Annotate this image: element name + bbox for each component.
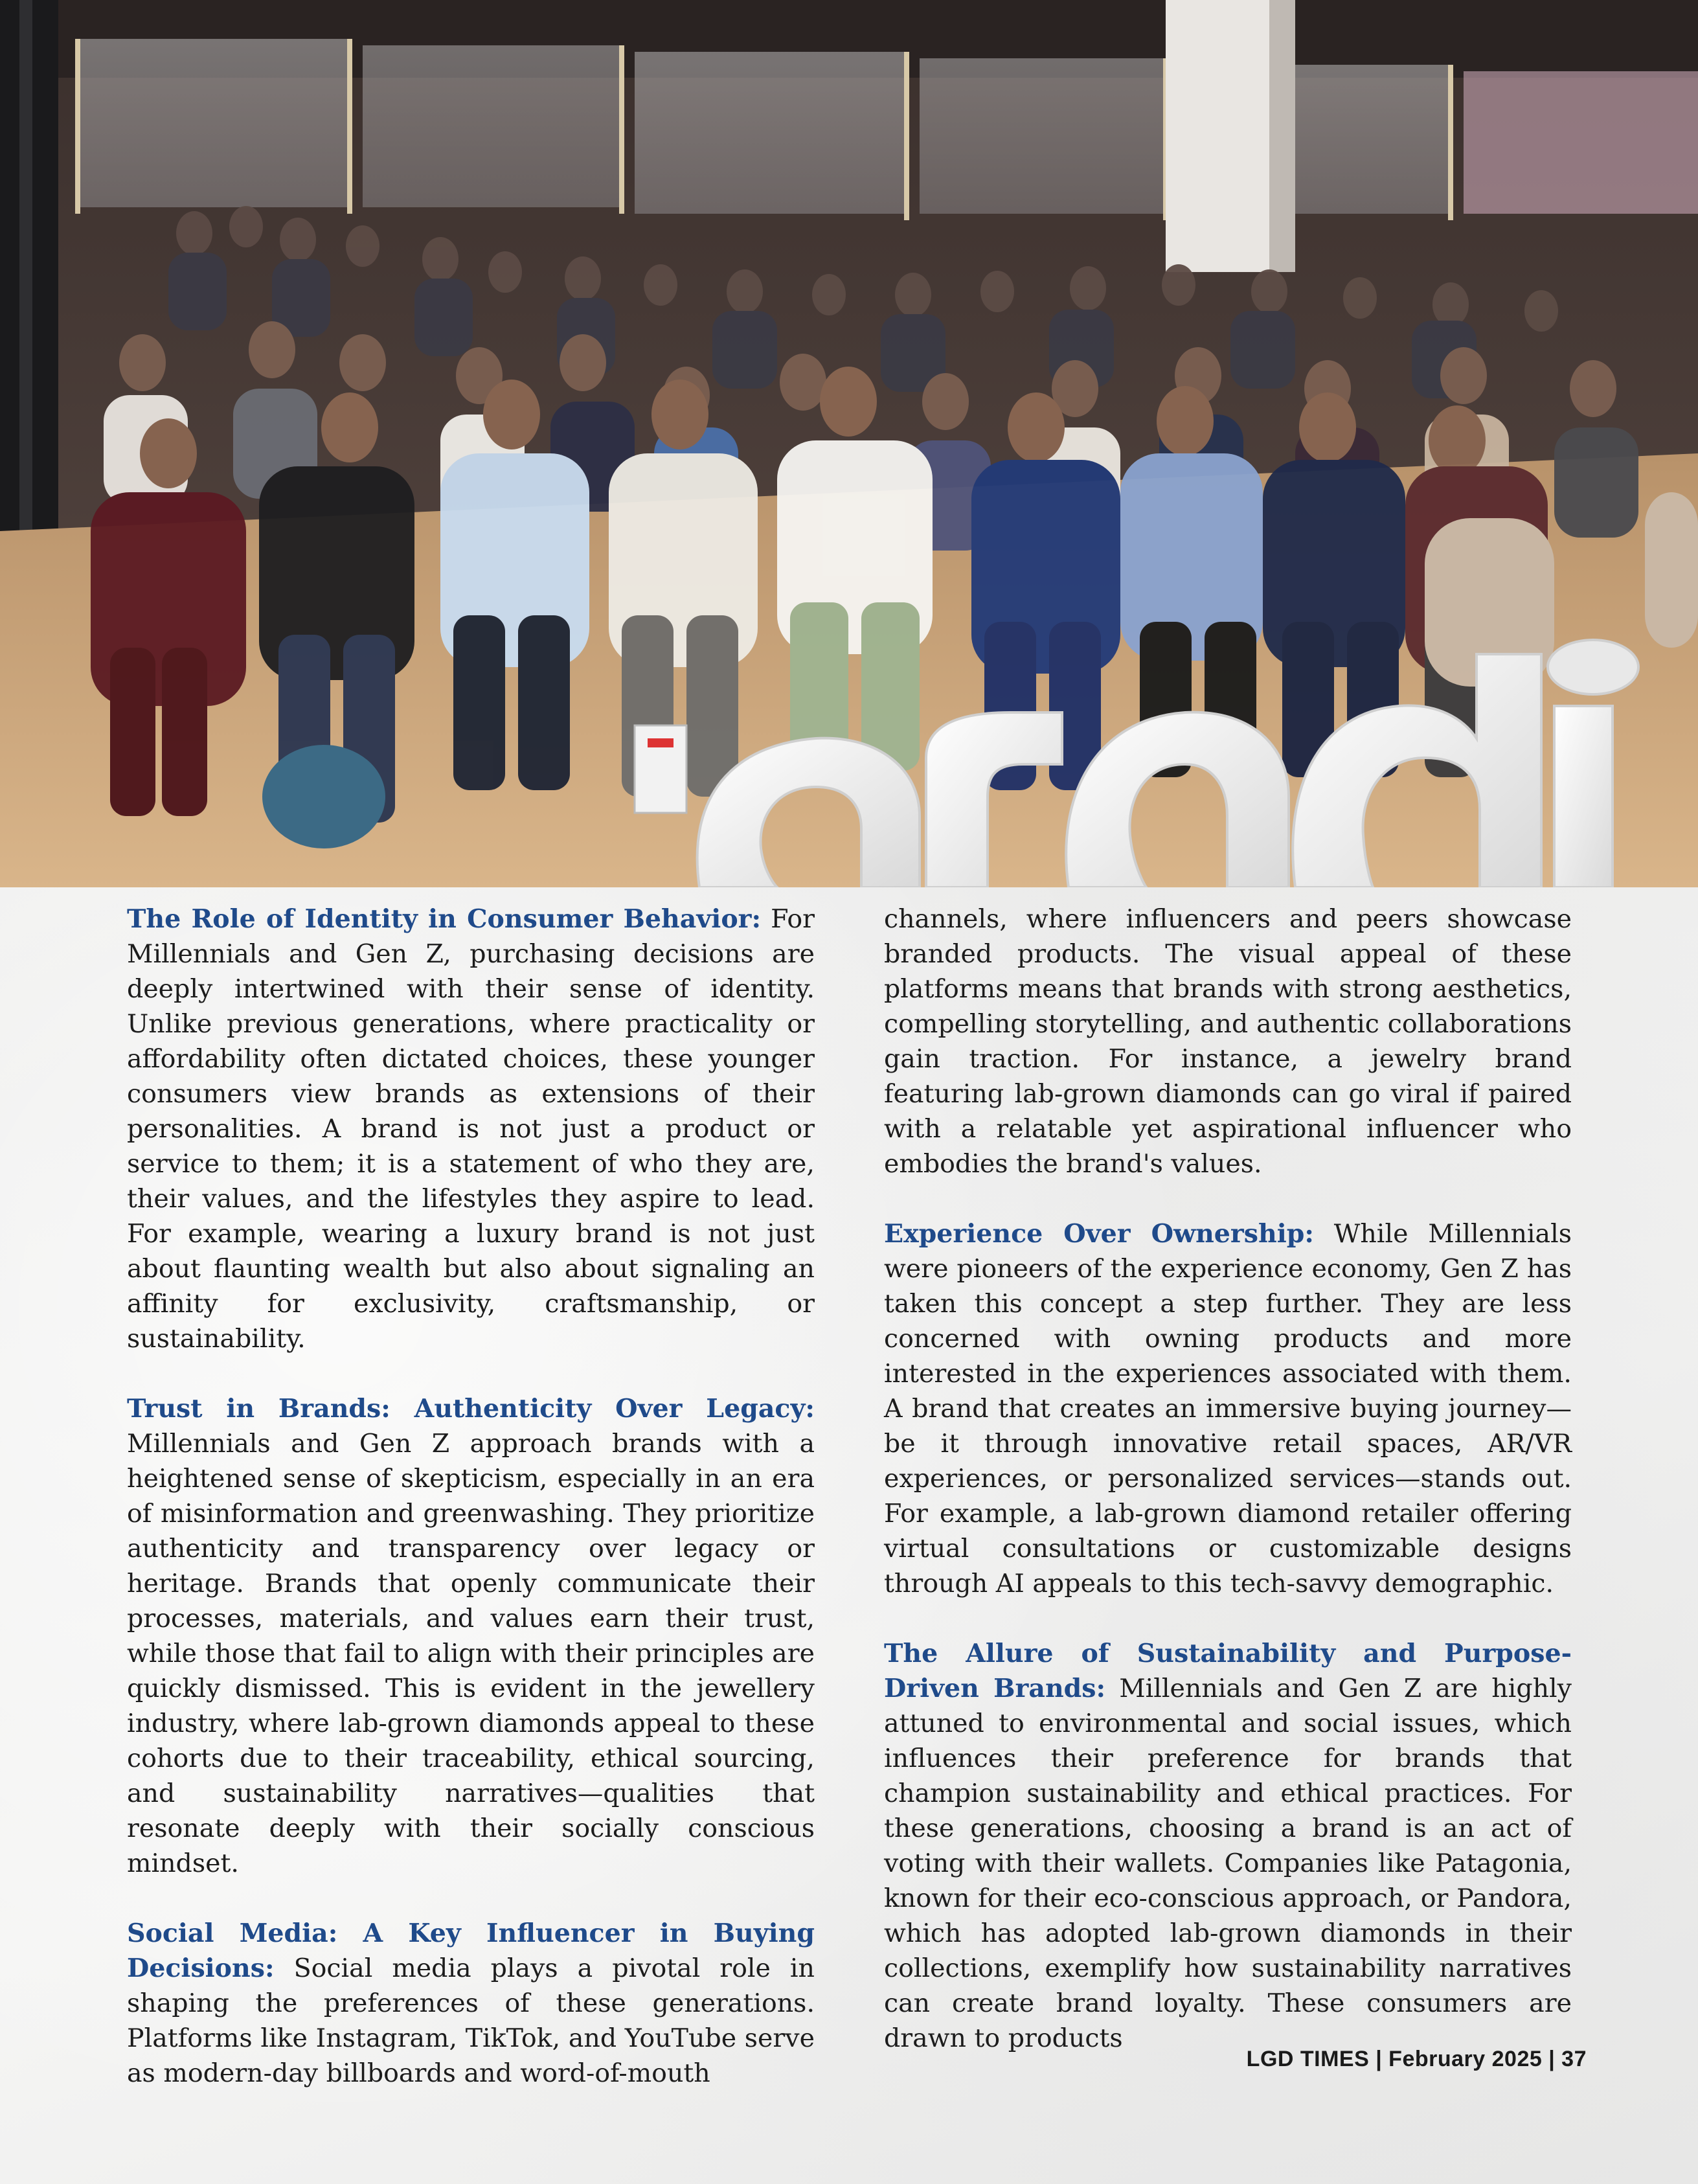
section-body: Social media plays a pivotal role in shaping the preferences of these generations. Platforms like Instagram, TikTok, and YouTube serve as modern-day billboards and word-of-mouth	[127, 1953, 815, 2088]
page-footer: LGD TIMES | February 2025 | 37	[1246, 2047, 1587, 2071]
section-body: While Millennials were pioneers of the experience economy, Gen Z has taken this concept a step further. They are less concerned with owning products and more interested in the experiences associated with them. A brand that creates an immersive buying journey—be it through innovative retail spaces, AR/VR experiences, or personalized services—stands out. For example, a lab-grown diamond retailer offering virtual consultations or customizable designs through AI appeals to this tech-savvy demographic.	[884, 1219, 1572, 1598]
section-identity	[127, 902, 815, 1356]
left-column	[127, 902, 815, 2126]
section-trust	[127, 1391, 815, 1881]
right-column	[884, 902, 1572, 2091]
section-body: Millennials and Gen Z approach brands with a heightened sense of skepticism, especially in an era of misinformation and greenwashing. They prioritize authenticity and transparency over legacy or heritage. Brands that openly communicate their processes, materials, and values earn their trust, while those that fail to align with their principles are quickly dismissed. This is evident in the jewellery industry, where lab-grown diamonds appeal to these cohorts due to their traceability, ethical sourcing, and sustainability narratives—qualities that resonate deeply with their socially conscious mindset.	[127, 1429, 815, 1878]
section-heading: The Allure of Sustainability and Purpose-Driven Brands:	[884, 1639, 1572, 1703]
section-social-media	[127, 1916, 815, 2091]
event-audience-photo	[0, 0, 1698, 887]
social-media-continuation: channels, where influencers and peers showcase branded products. The visual appeal of these platforms means that brands with strong aesthetics, compelling storytelling, and authentic collaborations gain traction. For instance, a jewelry brand featuring lab-grown diamonds can go viral if paired with a relatable yet aspirational influencer who embodies the brand's values.	[884, 904, 1572, 1179]
section-heading: Trust in Brands: Authenticity Over Legacy:	[127, 1394, 815, 1424]
section-heading: Experience Over Ownership:	[884, 1219, 1314, 1249]
section-experience	[884, 1216, 1572, 1601]
section-heading: Social Media: A Key Influencer in Buying Decisions:	[127, 1918, 815, 1983]
section-body: For Millennials and Gen Z, purchasing decisions are deeply intertwined with their sense of identity. Unlike previous generations, where practicality or affordability often dictated choices, these younger consumers view brands as extensions of their personalities. A brand is not just a product or service to them; it is a statement of who they are, their values, and the lifestyles they aspire to lead. For example, wearing a luxury brand is not just about flaunting wealth but also about signaling an affinity for exclusivity, craftsmanship, or sustainability.	[127, 904, 815, 1354]
section-body: Millennials and Gen Z are highly attuned to environmental and social issues, which influences their preference for brands that champion sustainability and ethical practices. For these generations, choosing a brand is an act of voting with their wallets. Companies like Patagonia, known for their eco-conscious approach, or Pandora, which has adopted lab-grown diamonds in their collections, exemplify how sustainability narratives can create brand loyalty. These consumers are drawn to products	[884, 1674, 1572, 2053]
section-heading: The Role of Identity in Consumer Behavior:	[127, 904, 762, 934]
section-sustainability	[884, 1636, 1572, 2056]
